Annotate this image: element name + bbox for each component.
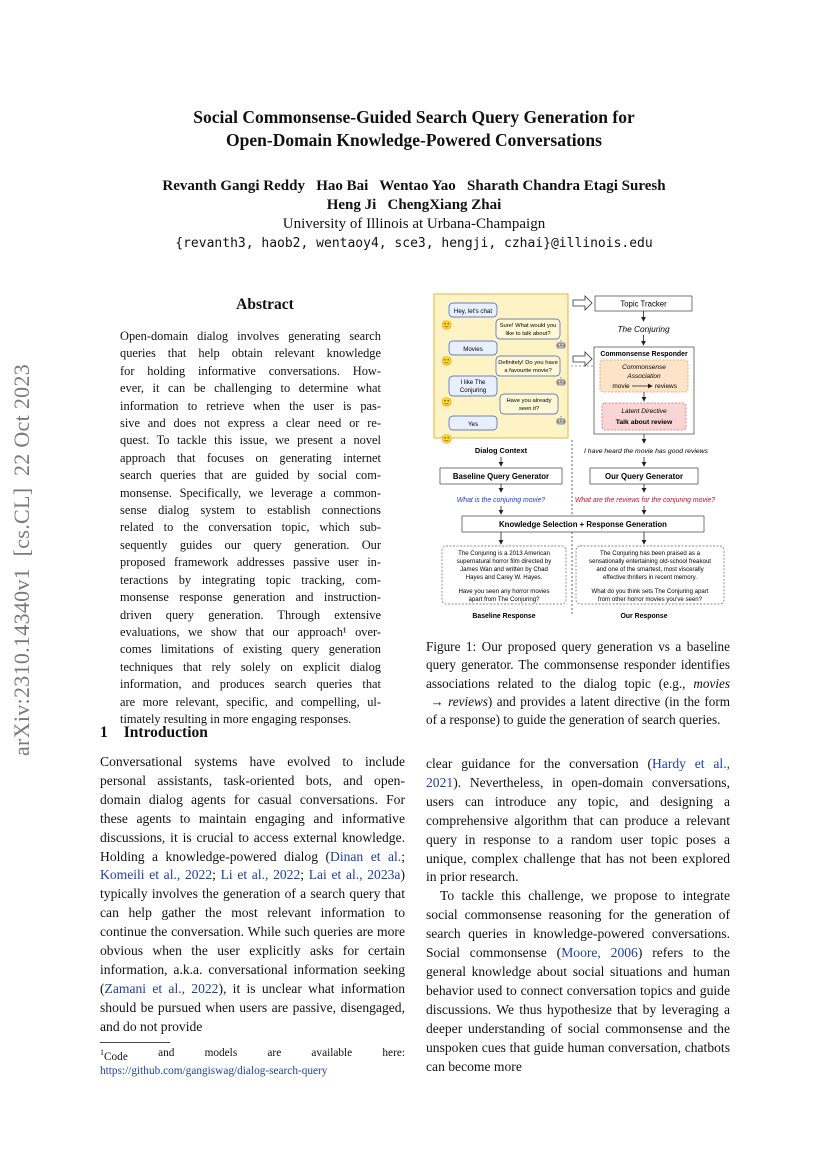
bot-avatar-icon: 🤖 xyxy=(556,340,566,349)
caption-emphasis: movies xyxy=(693,675,730,691)
response-text: supernatural horror film directed by xyxy=(456,558,552,565)
chat-text: Definitely! Do you have xyxy=(498,360,558,366)
association-label: Association xyxy=(627,373,661,380)
knowledge-selection-label: Knowledge Selection + Response Generation xyxy=(499,520,667,529)
section-title: Introduction xyxy=(123,724,208,741)
chat-text: I like The xyxy=(460,379,486,386)
topic-tracker-label: Topic Tracker xyxy=(620,299,667,309)
caption-text: Figure 1: Our proposed query generation vs a baseline query generator. The commonsense responder identifies associations related to the dialog topic (e.g., xyxy=(426,639,730,691)
paper-title xyxy=(100,106,728,152)
footnote-word: Code xyxy=(104,1050,128,1063)
chat-text: Conjuring xyxy=(459,387,487,394)
abstract-line: techniques that rely solely on explicit dialog xyxy=(120,659,381,674)
abstract-line: timately resulting in more engaging responses. xyxy=(120,711,352,726)
footnote-word: here: xyxy=(382,1047,405,1059)
latent-directive-label: Latent Directive xyxy=(621,408,667,415)
our-response-label: Our Response xyxy=(620,613,668,620)
user-avatar-icon: 🙂 xyxy=(441,397,453,407)
dialog-context-label: Dialog Context xyxy=(474,446,528,455)
abstract-line: quest. To tackle this issue, we present a novel xyxy=(120,433,381,448)
response-text: The Conjuring has been praised as a xyxy=(600,550,700,557)
citation-link[interactable]: Li et al., 2022 xyxy=(220,867,301,883)
citation-link[interactable]: Hardy et al., 2021 xyxy=(426,756,731,790)
citation-link[interactable]: Lai et al., 2023a xyxy=(308,867,401,883)
latent-directive-value: Talk about review xyxy=(615,419,673,426)
abstract-line: teractions by integrating topic tracking, com- xyxy=(120,572,381,587)
response-text: Have you seen any horror movies xyxy=(458,588,550,595)
bot-bubble xyxy=(496,319,560,339)
topic-value: The Conjuring xyxy=(617,324,670,334)
our-generator-label: Our Query Generator xyxy=(605,472,683,481)
response-text: Hayes and Carey W. Hayes. xyxy=(465,574,543,581)
intro-column-left xyxy=(100,753,405,1037)
chat-text: Have you already xyxy=(506,398,552,404)
response-text: sensationally entertaining old-school freakout xyxy=(589,558,711,565)
figure-caption xyxy=(426,638,730,729)
figure-1-diagram xyxy=(430,290,732,622)
authors-line-2: Heng Ji ChengXiang Zhai xyxy=(326,197,502,213)
abstract-line: monsense response generation and instruction- xyxy=(120,590,381,605)
section-heading xyxy=(100,724,208,742)
text-run: ; xyxy=(401,848,405,864)
abstract-line: are more relevant, specific, and compelling, ul- xyxy=(120,694,381,709)
user-bubble xyxy=(449,303,497,317)
text-run: clear guidance for the conversation ( xyxy=(426,756,652,771)
author-list xyxy=(100,177,728,215)
footnote-word: are xyxy=(267,1047,282,1059)
abstract-line: driven query generation. Through extensive xyxy=(120,607,381,622)
response-text: What do you think sets The Conjuring apart xyxy=(591,588,709,595)
abstract-line: approach that focuses on generating internet xyxy=(120,450,381,465)
user-bubble xyxy=(449,416,497,430)
footnote-line xyxy=(100,1046,405,1064)
footnote-word xyxy=(100,1046,128,1064)
abstract-line: monsense. Specifically, we leverage a common- xyxy=(120,485,381,500)
citation-link[interactable]: Zamani et al., 2022 xyxy=(104,980,219,996)
user-avatar-icon: 🙂 xyxy=(441,434,453,444)
response-text: The Conjuring is a 2013 American xyxy=(458,550,550,557)
caption-text: ) and provides a latent directive (in the form of a response) to guide the generation of search queries. xyxy=(426,693,730,728)
flow-arrow-icon xyxy=(573,296,592,310)
title-line-1: Social Commonsense-Guided Search Query Generation for xyxy=(193,107,635,127)
bot-bubble xyxy=(500,394,558,414)
citation-link[interactable]: Dinan et al. xyxy=(330,848,402,864)
text-run: ; xyxy=(212,867,221,883)
abstract-line: comes limitations of existing query generation xyxy=(120,642,381,657)
chat-text: like to talk about? xyxy=(505,331,551,337)
intro-column-right xyxy=(426,755,730,1076)
text-run: ) refers to the general knowledge about social situations and human behavior used to connect conversation topics and guide discussions. We thus hypothesize that by leveraging a deeper understanding of social commonsense and the unspoken cues that guide human conversation, chatbots can become more xyxy=(426,945,730,1074)
citation-link[interactable]: Komeili et al., 2022 xyxy=(100,867,213,883)
title-line-2: Open-Domain Knowledge-Powered Conversations xyxy=(226,130,602,150)
user-avatar-icon: 🙂 xyxy=(441,320,453,330)
arxiv-stamp-text: arXiv:2310.14340v1 [cs.CL] 22 Oct 2023 xyxy=(9,363,34,757)
chat-text: Hey, let's chat xyxy=(453,308,493,315)
abstract-line: information to retrieve when the user is pas- xyxy=(120,398,381,413)
user-avatar-icon: 🙂 xyxy=(441,356,453,366)
response-text: James Wan and written by Chad xyxy=(460,566,548,573)
section-number: 1 xyxy=(100,724,108,741)
affiliation: University of Illinois at Urbana-Champaign xyxy=(282,216,546,232)
baseline-response-label: Baseline Response xyxy=(472,613,536,620)
baseline-generator-label: Baseline Query Generator xyxy=(452,472,550,481)
response-text: and one of the smartest, most viscerally xyxy=(596,566,704,573)
association-to: reviews xyxy=(654,383,678,390)
footnote-word: models xyxy=(204,1047,238,1059)
footnote xyxy=(100,1046,405,1079)
text-run: Conversational systems have evolved to include personal assistants, task-oriented bots, and open-domain dialog agents for casual conversations. For these agents to maintain engaging and informative discussions, it is crucial to access external knowledge. Holding a knowledge-powered dialog ( xyxy=(100,754,405,864)
abstract-line: sequently guides our query generation. Our xyxy=(120,537,381,552)
abstract-line: evaluations, we show that our approach¹ over- xyxy=(120,624,381,639)
user-bubble xyxy=(449,341,497,355)
citation-link[interactable]: Moore, 2006 xyxy=(561,945,638,961)
authors-line-1: Revanth Gangi Reddy Hao Bai Wentao Yao Sharath Chandra Etagi Suresh xyxy=(162,178,666,194)
figure-1 xyxy=(430,290,732,622)
abstract-line: proposed framework addresses passive user in- xyxy=(120,555,381,570)
abstract-body xyxy=(120,328,381,728)
text-run: ; xyxy=(300,867,309,883)
flow-arrow-icon xyxy=(573,352,592,366)
association-label: Commonsense xyxy=(622,364,666,371)
text-run: ). Nevertheless, in open-domain conversations, users can introduce any topic, and designing a comprehensive algorithm that can produce a relevant query in response to a random user topic poses a unique, complex challenge that has not been explored in prior research. xyxy=(426,774,730,885)
response-text: from other horror movies you've seen? xyxy=(597,596,703,603)
chat-text: seen it? xyxy=(518,406,540,412)
text-run: ) typically involves the generation of a search query that can help gather the most relevant information to continue the conversation. While such queries are more obvious when the user explicitly asks for certain information, a.k.a. conversational information seeking ( xyxy=(100,867,405,996)
latent-response-text: I have heard the movie has good reviews xyxy=(584,448,708,455)
caption-emphasis: reviews xyxy=(448,693,488,709)
intro-paragraph-1 xyxy=(100,753,405,1037)
abstract-line: search queries that are guided by social com- xyxy=(120,468,381,483)
bot-avatar-icon: 🤖 xyxy=(556,416,566,425)
bot-bubble xyxy=(496,356,560,376)
our-query-text: What are the reviews for the conjuring movie? xyxy=(574,497,716,504)
chat-text: Movies xyxy=(463,346,483,353)
intro-paragraph-2 xyxy=(426,887,730,1076)
footnote-word: available xyxy=(311,1047,353,1059)
abstract-line: Open-domain dialog involves generating search xyxy=(120,329,381,343)
intro-paragraph-cont xyxy=(426,755,730,887)
caption-arrow: → xyxy=(426,693,449,709)
abstract-line: for holding informative conversations. How- xyxy=(120,363,381,378)
text-run: ), it is unclear what information should be pursued when users are passive, disengaged, and do not provide xyxy=(100,980,405,1034)
abstract-line: information, and produces search queries that xyxy=(120,677,381,692)
code-url-link[interactable]: https://github.com/gangiswag/dialog-search-query xyxy=(100,1065,328,1078)
abstract-line: sive and does not express a clear need or re- xyxy=(120,416,381,431)
response-text: effective thrillers in recent memory. xyxy=(603,574,697,581)
author-emails: {revanth3, haob2, wentaoy4, sce3, hengji, czhai}@illinois.edu xyxy=(175,236,653,251)
baseline-query-text: What is the conjuring movie? xyxy=(456,497,546,504)
user-bubble xyxy=(449,376,497,396)
abstract-line: related to the conversation topic, which sub- xyxy=(120,520,381,535)
footnote-rule xyxy=(100,1042,170,1043)
abstract-heading: Abstract xyxy=(236,296,294,313)
footnote-mark: 1 xyxy=(100,1048,104,1057)
association-from: movie xyxy=(612,383,630,390)
chat-text: Yes xyxy=(467,421,479,428)
text-run: To tackle this challenge, we propose to integrate social commonsense reasoning for the generation of search queries in knowledge-powered conversations. Social commonsense ( xyxy=(426,888,730,961)
chat-text: a favourite movie? xyxy=(504,368,552,374)
footnote-word: and xyxy=(158,1047,175,1059)
responder-label: Commonsense Responder xyxy=(600,351,688,358)
chat-text: Sure! What would you xyxy=(499,323,557,329)
abstract-line: queries that help obtain relevant knowledge xyxy=(120,346,381,361)
abstract-line: sense dialog system to establish connections xyxy=(120,503,381,518)
bot-avatar-icon: 🤖 xyxy=(556,377,566,386)
response-text: apart from The Conjuring? xyxy=(468,596,540,603)
abstract-line: ever, it can be challenging to determine what xyxy=(120,381,381,396)
